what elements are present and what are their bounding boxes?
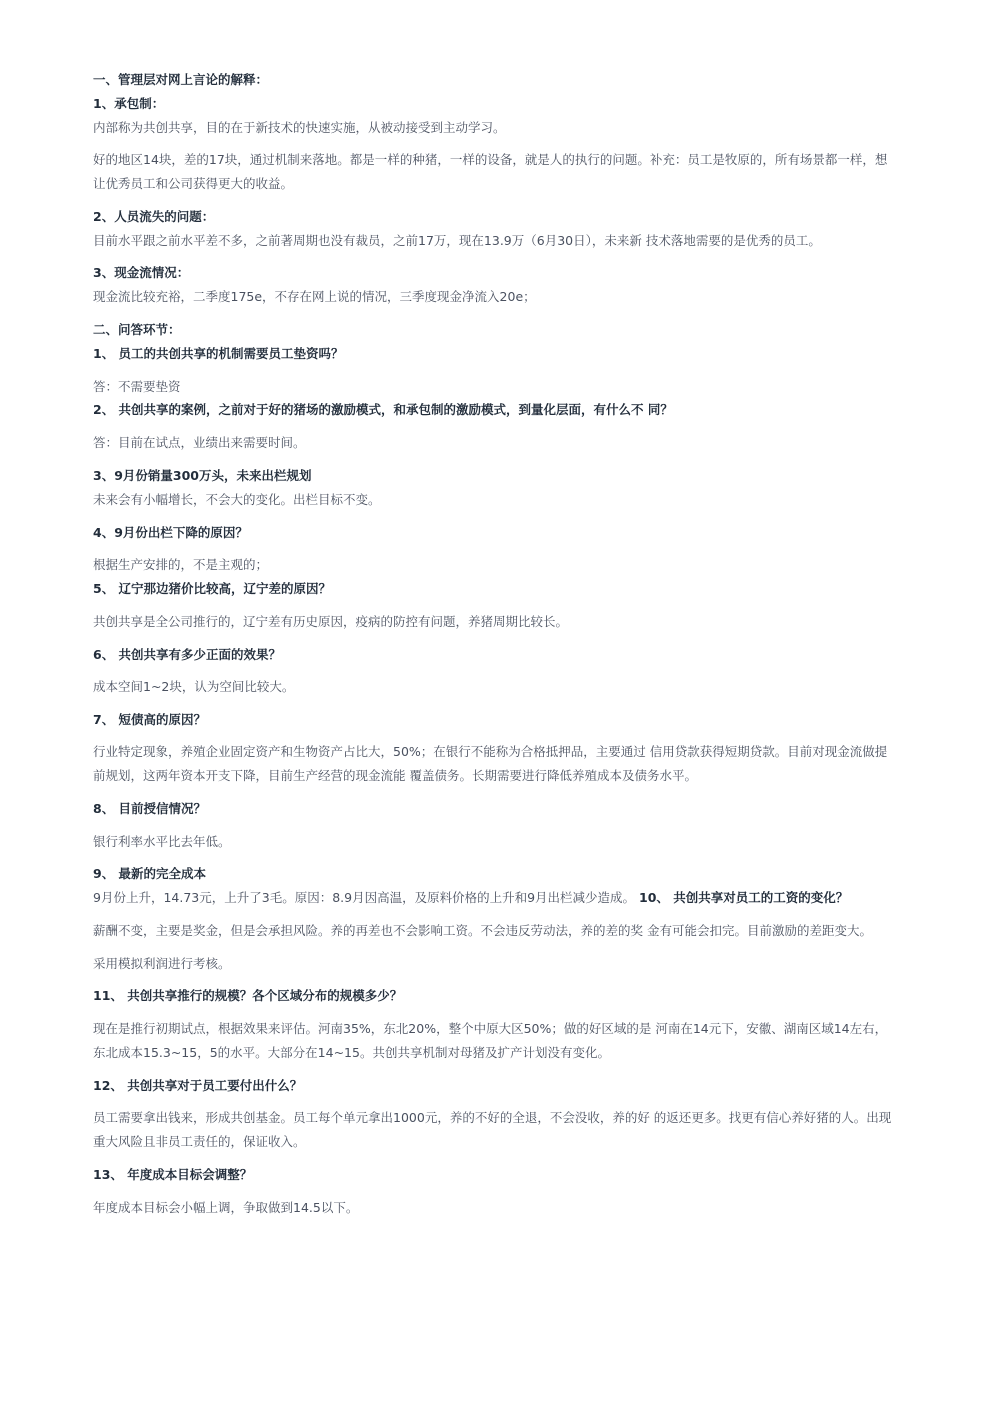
- question: 7、 短债高的原因？: [93, 712, 207, 727]
- question: 1、 员工的共创共享的机制需要员工垫资吗？: [93, 346, 344, 361]
- answer: 东北成本15.3~15，5的水平。大部分在14~15。共创共享机制对母猪及扩产计划没有变化。: [93, 1045, 610, 1060]
- answer-with-question: [93, 889, 848, 907]
- question: 3、9月份销量300万头，未来出栏规划: [93, 468, 312, 483]
- heading-contract-system: 1、承包制：: [93, 96, 165, 111]
- section-1-title: 一、管理层对网上言论的解释：: [93, 72, 269, 87]
- answer: 重大风险且非员工责任的，保证收入。: [93, 1134, 306, 1149]
- question: 9、 最新的完全成本: [93, 866, 207, 881]
- paragraph: 目前水平跟之前水平差不多，之前著周期也没有裁员，之前17万，现在13.9万（6月30日），未来新 技术落地需要的是优秀的员工。: [93, 233, 821, 248]
- answer: 行业特定现象，养殖企业固定资产和生物资产占比大，50%；在银行不能称为合格抵押品，主要通过 信用贷款获得短期贷款。目前对现金流做提: [93, 744, 888, 759]
- answer: 银行利率水平比去年低。: [93, 834, 231, 849]
- answer: 答：不需要垫资: [93, 379, 181, 394]
- answer: 共创共享是全公司推行的，辽宁差有历史原因，疫病的防控有问题，养猪周期比较长。: [93, 614, 569, 629]
- paragraph: 现金流比较充裕，二季度175e，不存在网上说的情况，三季度现金净流入20e；: [93, 289, 536, 304]
- answer: 未来会有小幅增长，不会大的变化。出栏目标不变。: [93, 492, 381, 507]
- question: 8、 目前授信情况？: [93, 801, 207, 816]
- section-2-title: 二、问答环节：: [93, 322, 181, 337]
- question: 10、 共创共享对员工的工资的变化？: [639, 890, 849, 905]
- paragraph: 好的地区14块，差的17块，通过机制来落地。都是一样的种猪，一样的设备，就是人的执行的问题。补充：员工是牧原的，所有场景都一样，想: [93, 152, 888, 167]
- question: 4、9月份出栏下降的原因？: [93, 525, 248, 540]
- answer: 前规划，这两年资本开支下降，目前生产经营的现金流能 覆盖债务。长期需要进行降低养殖成本及债务水平。: [93, 768, 697, 783]
- answer: 答：目前在试点，业绩出来需要时间。: [93, 435, 306, 450]
- paragraph: 让优秀员工和公司获得更大的收益。: [93, 176, 294, 191]
- answer: 年度成本目标会小幅上调，争取做到14.5以下。: [93, 1200, 359, 1215]
- answer: 采用模拟利润进行考核。: [93, 956, 231, 971]
- answer: 成本空间1~2块，认为空间比较大。: [93, 679, 295, 694]
- question: 2、 共创共享的案例，之前对于好的猪场的激励模式，和承包制的激励模式，到量化层面，有什么不 同？: [93, 402, 673, 417]
- heading-cash-flow: 3、现金流情况：: [93, 265, 190, 280]
- answer: 员工需要拿出钱来，形成共创基金。员工每个单元拿出1000元，养的不好的全退，不会没收，养的好 的返还更多。找更有信心养好猪的人。出现: [93, 1110, 892, 1125]
- answer: 薪酬不变，主要是奖金，但是会承担风险。养的再差也不会影响工资。不会违反劳动法，养的差的奖 金有可能会扣完。目前激励的差距变大。: [93, 923, 872, 938]
- question: 6、 共创共享有多少正面的效果？: [93, 647, 282, 662]
- question: 11、 共创共享推行的规模？各个区域分布的规模多少？: [93, 988, 403, 1003]
- question: 12、 共创共享对于员工要付出什么？: [93, 1078, 303, 1093]
- answer: 现在是推行初期试点，根据效果来评估。河南35%，东北20%，整个中原大区50%；做的好区域的是 河南在14元下，安徽、湖南区域14左右，: [93, 1021, 888, 1036]
- question: 13、 年度成本目标会调整？: [93, 1167, 253, 1182]
- answer: 根据生产安排的，不是主观的；: [93, 557, 269, 572]
- question: 5、 辽宁那边猪价比较高，辽宁差的原因？: [93, 581, 332, 596]
- answer: 9月份上升，14.73元，上升了3毛。原因：8.9月因高温，及原料价格的上升和9月出栏减少造成。: [93, 890, 636, 905]
- heading-staff-loss: 2、人员流失的问题：: [93, 209, 215, 224]
- paragraph: 内部称为共创共享，目的在于新技术的快速实施，从被动接受到主动学习。: [93, 120, 506, 135]
